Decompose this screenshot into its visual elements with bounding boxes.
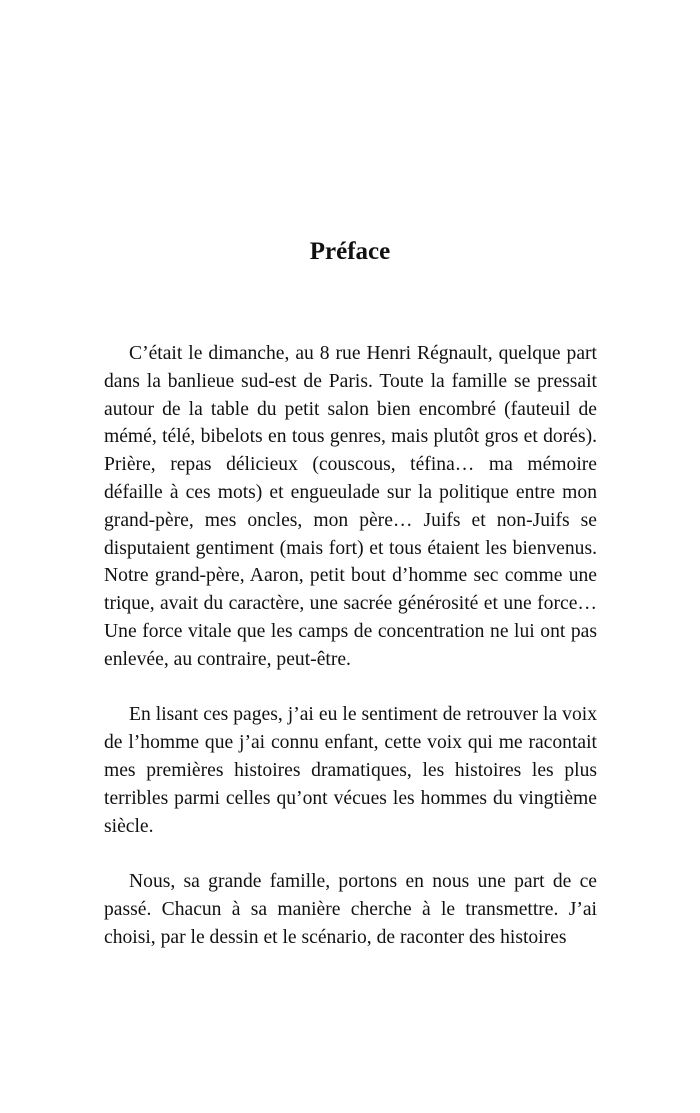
paragraph-2: En lisant ces pages, j’ai eu le sentiment de retrouver la voix de l’homme que j’ai connu enfant, cette voix qui me racontait mes premières histoires dramatiques, les histoires les plus terribles parmi celles qu’ont vécues les hommes du vingtième siècle.	[104, 704, 597, 837]
page-title: Préface	[309, 238, 391, 265]
paragraph-1: C’était le dimanche, au 8 rue Henri Régnault, quelque part dans la banlieue sud-est de Paris. Toute la famille se pressait autour de la table du petit salon bien encombré (fauteuil de mémé, télé, bibelots en tous genres, mais plutôt gros et dorés). Prière, repas délicieux (couscous, téfina… ma mémoire défaille à ces mots) et engueulade sur la politique entre mon grand-père, mes oncles, mon père… Juifs et non-Juifs se disputaient gentiment (mais fort) et tous étaient les bienvenus. Notre grand-père, Aaron, petit bout d’homme sec comme une trique, avait du caractère, une sacrée générosité et une force… Une force vitale que les camps de concentration ne lui ont pas enlevée, au contraire, peut-être.	[104, 343, 597, 670]
preface-body	[104, 340, 597, 979]
paragraph-3: Nous, sa grande famille, portons en nous une part de ce passé. Chacun à sa manière cherche à le transmettre. J’ai choisi, par le dessin et le scénario, de raconter des histoires	[104, 871, 597, 948]
